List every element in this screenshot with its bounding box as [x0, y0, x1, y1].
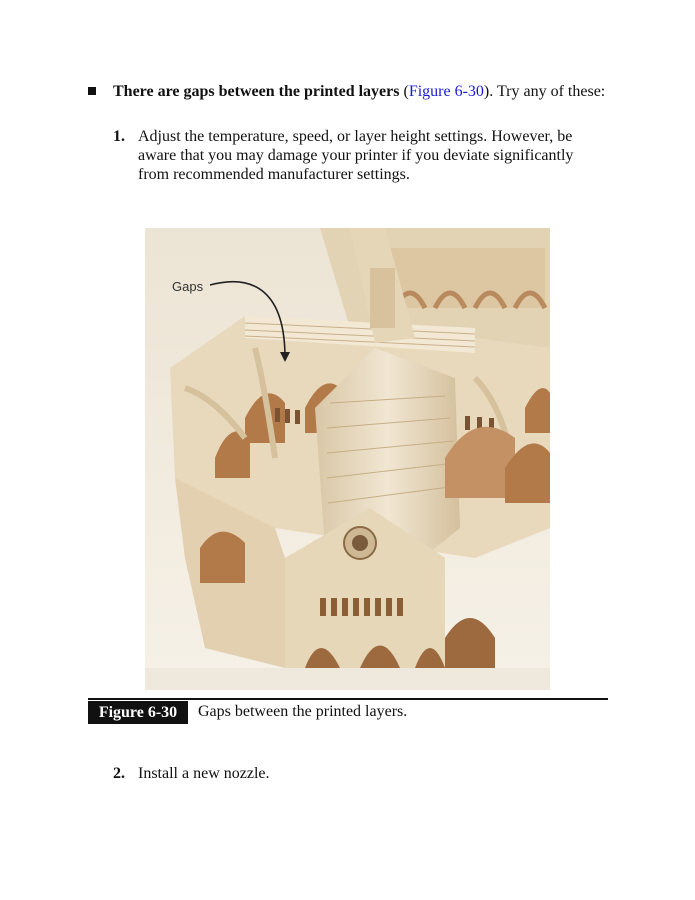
caption-divider	[88, 698, 608, 700]
bullet-open-paren: (	[399, 83, 409, 100]
bullet-heading: There are gaps between the printed layers	[113, 83, 400, 100]
step-1-text: Adjust the temperature, speed, or layer height settings. However, be aware that you may damage your printer if you deviate significantly from recommended manufacturer settings.	[138, 128, 574, 183]
bullet-tail: ). Try any of these:	[483, 83, 606, 100]
gaps-annotation-label: Gaps	[172, 279, 204, 294]
step-1-number: 1.	[113, 128, 125, 145]
figure-xref-link[interactable]: Figure 6-30	[408, 83, 484, 100]
printed-cathedral-illustration	[145, 228, 550, 690]
figure-label: Figure 6-30	[88, 701, 188, 724]
bullet-item	[88, 82, 608, 101]
bullet-text	[113, 82, 608, 101]
figure-photo	[145, 228, 550, 690]
figure-caption: Gaps between the printed layers.	[198, 703, 408, 720]
square-bullet-icon	[88, 87, 96, 95]
step-2	[113, 764, 608, 783]
step-2-text: Install a new nozzle.	[138, 765, 270, 782]
step-2-number: 2.	[113, 765, 125, 782]
step-1	[113, 127, 608, 184]
